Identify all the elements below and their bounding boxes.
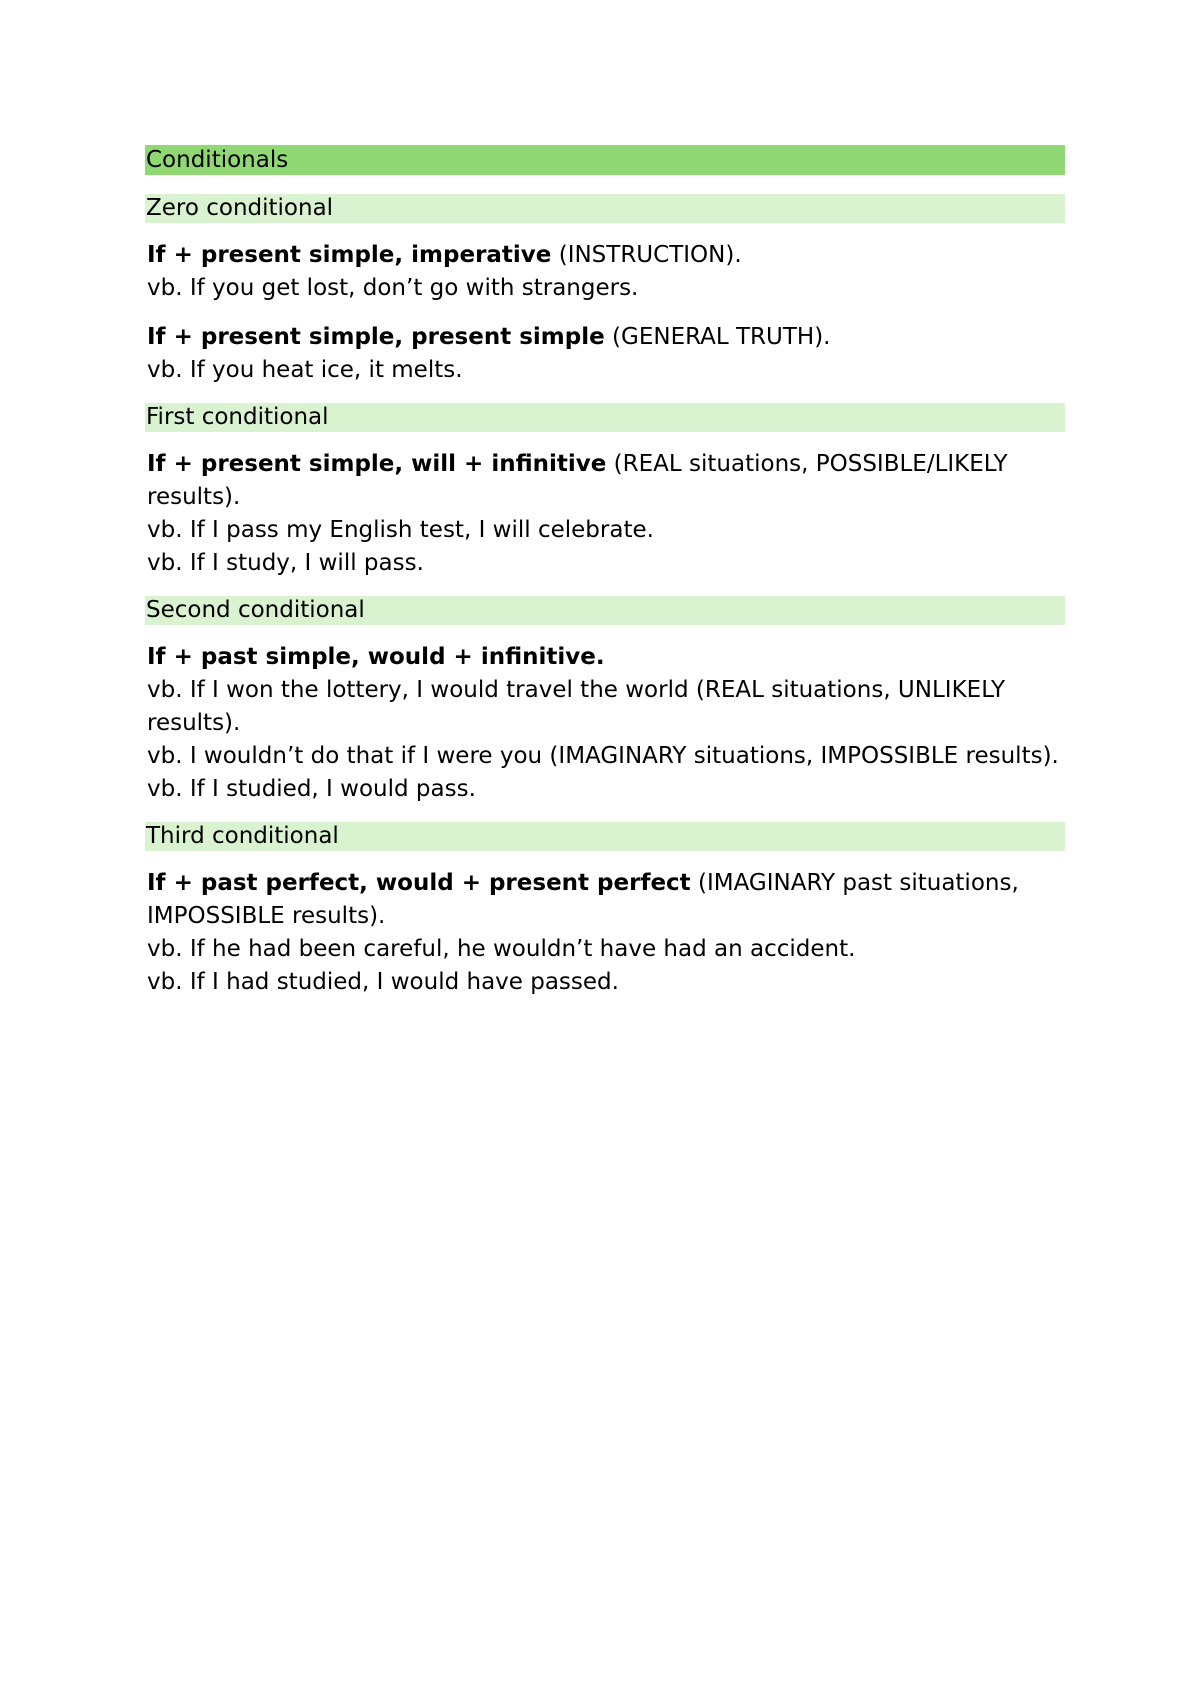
rule-formula: If + past simple, would + infinitive. [147, 644, 605, 670]
example-line: vb. If I studied, I would pass. [147, 776, 476, 802]
document-page [145, 145, 1065, 999]
example-line: vb. If I pass my English test, I will celebrate. [147, 517, 654, 543]
zero-conditional-rule-2 [145, 321, 1065, 387]
third-conditional-rule [145, 867, 1065, 999]
second-conditional-rule [145, 641, 1065, 806]
rule-note: (GENERAL TRUTH). [604, 324, 831, 350]
example-line: vb. If you heat ice, it melts. [147, 357, 463, 383]
rule-line [147, 239, 1065, 272]
example-line: vb. If I study, I will pass. [147, 550, 424, 576]
example-line: vb. If I won the lottery, I would travel the world (REAL situations, UNLIKELY results). [147, 677, 1005, 736]
rule-formula: If + past perfect, would + present perfect [147, 870, 691, 896]
rule-note: (IMAGINARY past situations, IMPOSSIBLE results). [147, 870, 1019, 929]
rule-formula: If + present simple, will + infinitive [147, 451, 607, 477]
first-conditional-rule [145, 448, 1065, 580]
example-line: vb. If he had been careful, he wouldn’t have had an accident. [147, 936, 856, 962]
section-heading-zero-conditional: Zero conditional [145, 194, 1065, 223]
example-line: vb. If you get lost, don’t go with strangers. [147, 275, 639, 301]
rule-formula: If + present simple, imperative [147, 242, 552, 268]
rule-line [147, 448, 1065, 514]
rule-formula: If + present simple, present simple [147, 324, 605, 350]
zero-conditional-rule-1 [145, 239, 1065, 305]
rule-line [147, 867, 1065, 933]
section-heading-second-conditional: Second conditional [145, 596, 1065, 625]
rule-line [147, 321, 1065, 354]
section-heading-third-conditional: Third conditional [145, 822, 1065, 851]
section-heading-first-conditional: First conditional [145, 403, 1065, 432]
example-line: vb. If I had studied, I would have passed. [147, 969, 619, 995]
example-line: vb. I wouldn’t do that if I were you (IMAGINARY situations, IMPOSSIBLE results). [147, 743, 1059, 769]
rule-note: (REAL situations, POSSIBLE/LIKELY results). [147, 451, 1008, 510]
rule-note: (INSTRUCTION). [551, 242, 742, 268]
document-title: Conditionals [145, 145, 1065, 175]
